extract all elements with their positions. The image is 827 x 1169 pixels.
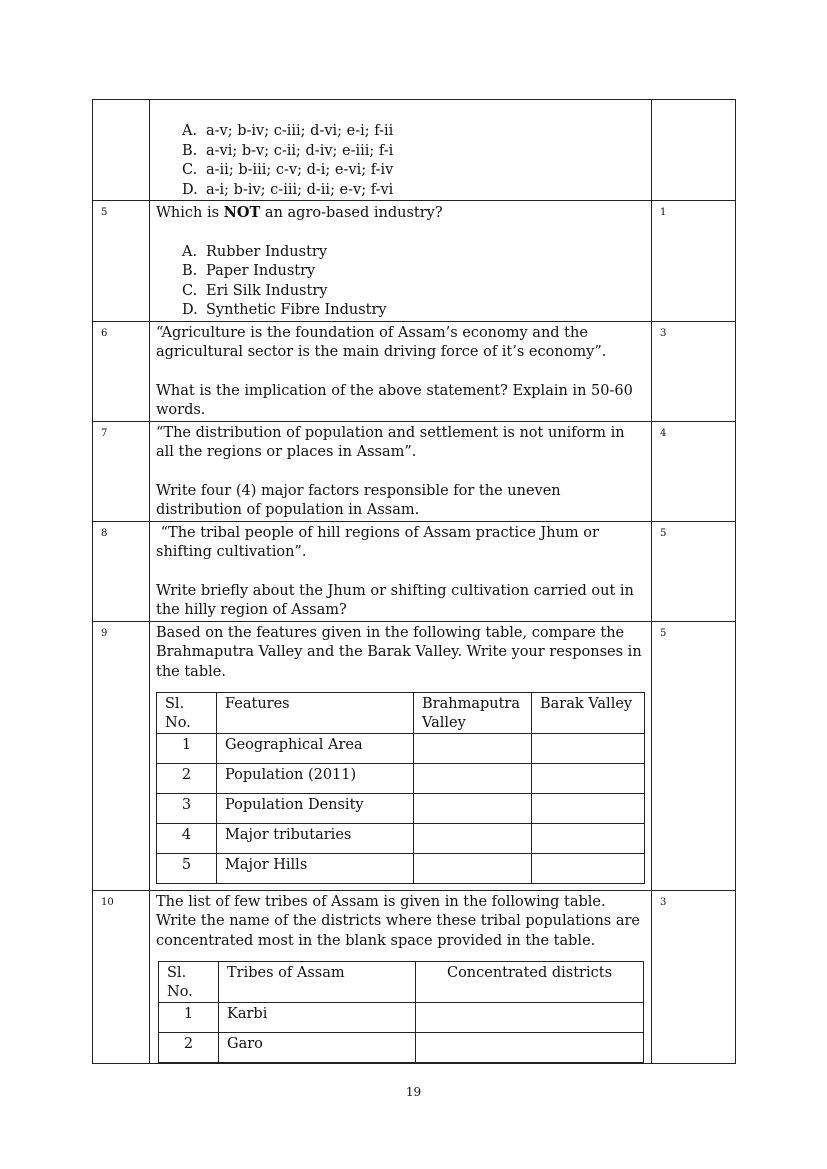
question-quote: “The distribution of population and settlement is not uniform in all the regions or places in Assam”. — [156, 424, 625, 460]
answer-blank — [532, 854, 645, 884]
table-row — [157, 854, 645, 884]
feature: Major Hills — [217, 854, 414, 884]
question-prompt: What is the implication of the above statement? Explain in 50-60 words. — [156, 382, 633, 418]
question-content — [150, 321, 652, 421]
options-list — [156, 243, 645, 321]
option-c: C. a-ii; b-iii; c-v; d-i; e-vi; f-iv — [182, 162, 394, 178]
marks: 5 — [652, 621, 736, 890]
option-c: C. Eri Silk Industry — [182, 282, 328, 299]
answer-blank — [416, 1033, 644, 1063]
answer-blank — [532, 794, 645, 824]
table-row — [157, 764, 645, 794]
option-b: B. Paper Industry — [182, 263, 316, 279]
answer-blank — [416, 1003, 644, 1033]
answer-blank — [532, 824, 645, 854]
option-a: A. a-v; b-iv; c-iii; d-vi; e-i; f-ii — [182, 123, 394, 139]
question-row-4-continued — [93, 100, 736, 201]
feature: Population (2011) — [217, 764, 414, 794]
option-d: D. Synthetic Fibre Industry — [182, 302, 387, 318]
table-header-row — [157, 693, 645, 734]
feature: Population Density — [217, 794, 414, 824]
header-concentrated-districts: Concentrated districts — [416, 962, 644, 1003]
question-text: Which is NOT an agro-based industry? — [156, 204, 443, 221]
answer-blank — [414, 734, 532, 764]
option-d: D. a-i; b-iv; c-iii; d-ii; e-v; f-vi — [182, 181, 394, 198]
header-sl-no: Sl. No. — [159, 962, 219, 1003]
feature: Major tributaries — [217, 824, 414, 854]
table-row — [157, 794, 645, 824]
question-number: 10 — [93, 890, 150, 1064]
question-table — [92, 99, 736, 1064]
option-a: A. Rubber Industry — [182, 243, 328, 260]
sl-no: 2 — [157, 764, 217, 794]
question-row-5 — [93, 201, 736, 322]
question-row-7 — [93, 421, 736, 521]
question-prompt: Write four (4) major factors responsible for the uneven distribution of population in Assam. — [156, 482, 561, 518]
option-b: B. a-vi; b-v; c-ii; d-iv; e-iii; f-i — [182, 142, 394, 159]
marks: 4 — [652, 421, 736, 521]
question-prompt: Write briefly about the Jhum or shifting cultivation carried out in the hilly region of Assam? — [156, 582, 634, 618]
question-content — [150, 100, 652, 201]
question-row-8 — [93, 521, 736, 621]
answer-blank — [414, 794, 532, 824]
question-content — [150, 521, 652, 621]
comparison-table — [156, 692, 645, 884]
sl-no: 2 — [159, 1033, 219, 1063]
sl-no: 3 — [157, 794, 217, 824]
question-row-6 — [93, 321, 736, 421]
question-number: 6 — [93, 321, 150, 421]
header-tribes: Tribes of Assam — [219, 962, 416, 1003]
question-quote: “The tribal people of hill regions of Assam practice Jhum or shifting cultivation”. — [156, 524, 604, 560]
table-row — [157, 734, 645, 764]
question-number: 5 — [93, 201, 150, 322]
header-features: Features — [217, 693, 414, 734]
question-content — [150, 201, 652, 322]
answer-blank — [414, 854, 532, 884]
question-number-cell — [93, 100, 150, 201]
question-number: 8 — [93, 521, 150, 621]
question-text: Based on the features given in the following table, compare the Brahmaputra Valley and the Barak Valley. Write your responses in the table. — [156, 624, 642, 680]
answer-blank — [532, 734, 645, 764]
feature: Geographical Area — [217, 734, 414, 764]
table-header-row — [159, 962, 644, 1003]
question-row-9 — [93, 621, 736, 890]
question-content — [150, 890, 652, 1064]
marks-cell — [652, 100, 736, 201]
options-list — [156, 122, 645, 200]
question-quote: “Agriculture is the foundation of Assam’s economy and the agricultural sector is the main driving force of it’s economy”. — [156, 324, 607, 360]
table-row — [159, 1003, 644, 1033]
sl-no: 1 — [159, 1003, 219, 1033]
question-content — [150, 421, 652, 521]
tribes-table — [158, 961, 644, 1063]
header-barak-valley: Barak Valley — [532, 693, 645, 734]
tribe: Karbi — [219, 1003, 416, 1033]
marks: 5 — [652, 521, 736, 621]
header-brahmaputra-valley: Brahmaputra Valley — [414, 693, 532, 734]
header-sl-no: Sl. No. — [157, 693, 217, 734]
table-row — [159, 1033, 644, 1063]
question-number: 7 — [93, 421, 150, 521]
page-number: 19 — [405, 1085, 422, 1099]
table-row — [157, 824, 645, 854]
question-text: The list of few tribes of Assam is given in the following table. Write the name of the districts where these tribal populations are concentrated most in the blank space provided in the table. — [156, 893, 640, 949]
question-content — [150, 621, 652, 890]
marks: 3 — [652, 890, 736, 1064]
sl-no: 4 — [157, 824, 217, 854]
tribe: Garo — [219, 1033, 416, 1063]
marks: 3 — [652, 321, 736, 421]
answer-blank — [532, 764, 645, 794]
answer-blank — [414, 824, 532, 854]
marks: 1 — [652, 201, 736, 322]
question-number: 9 — [93, 621, 150, 890]
question-row-10 — [93, 890, 736, 1064]
sl-no: 1 — [157, 734, 217, 764]
sl-no: 5 — [157, 854, 217, 884]
answer-blank — [414, 764, 532, 794]
